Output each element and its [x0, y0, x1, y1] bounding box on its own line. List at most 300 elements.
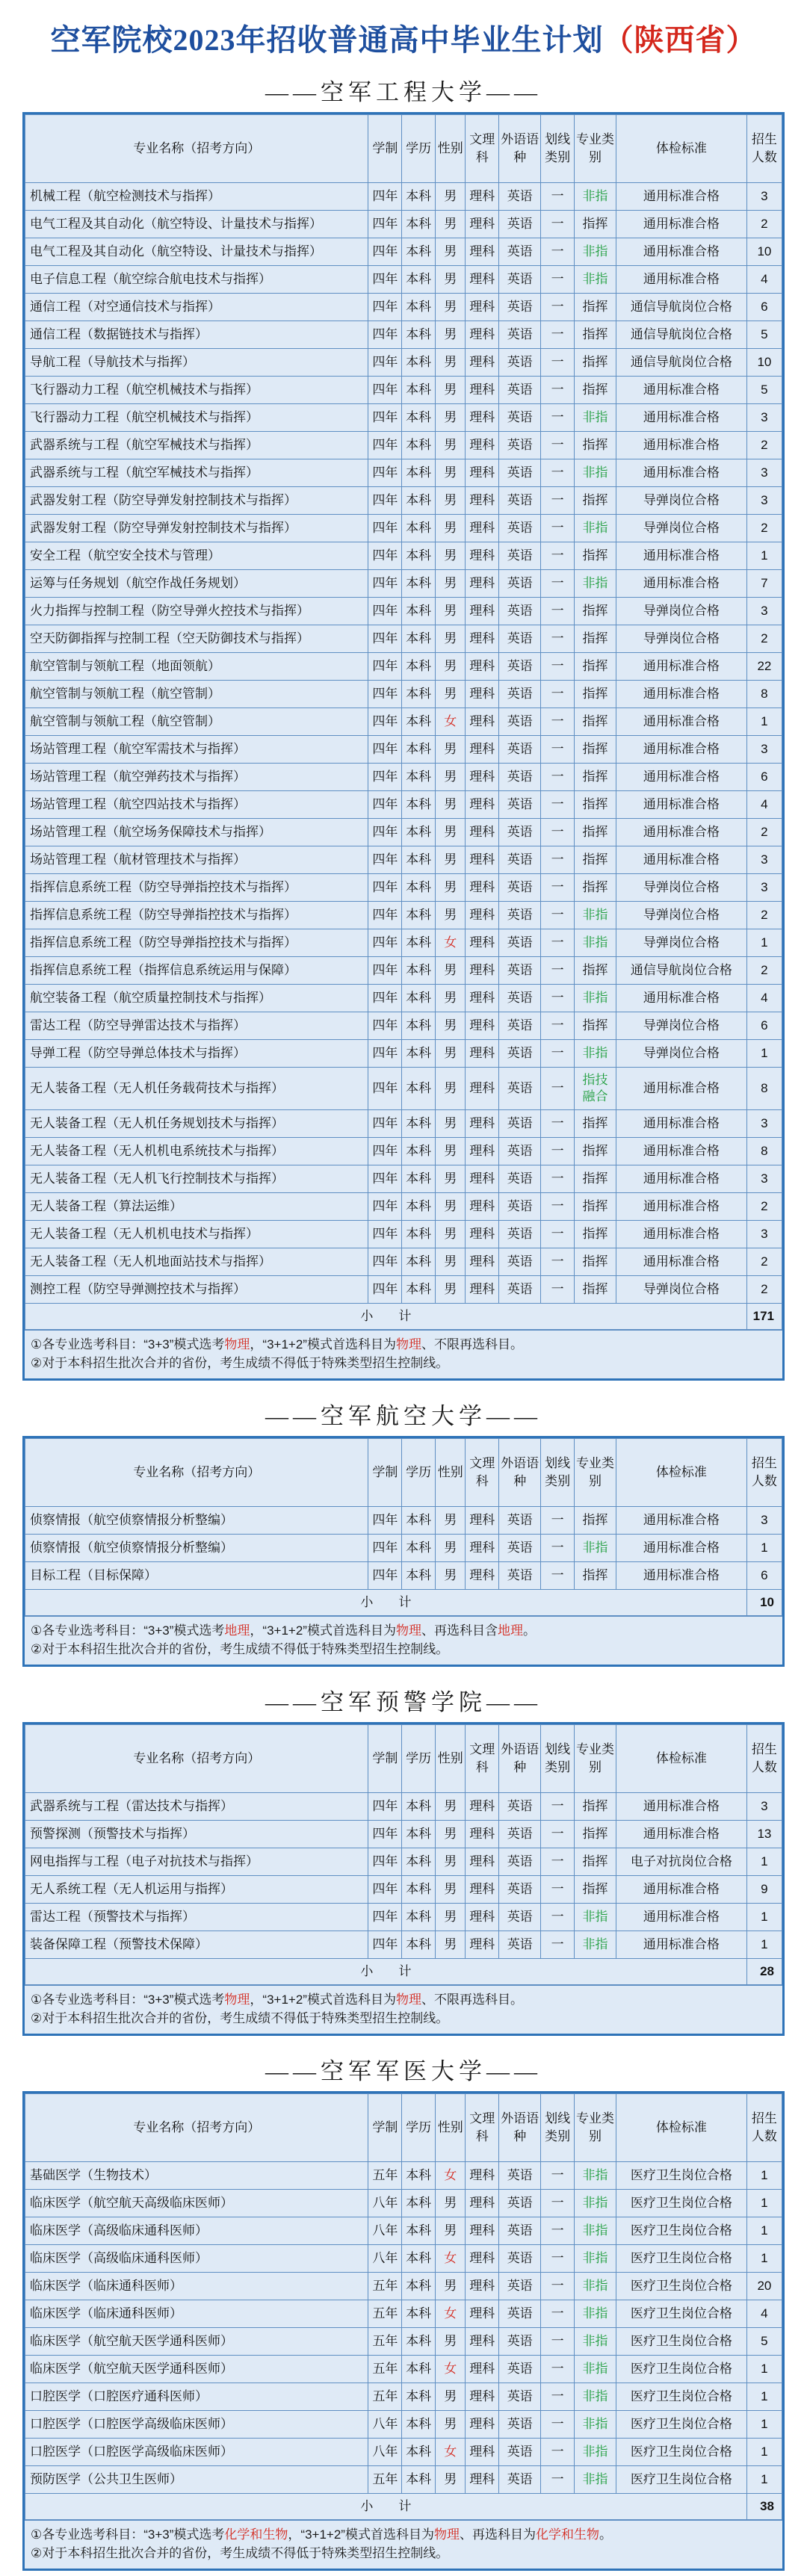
line-category-cell: 一 [541, 1248, 575, 1276]
enrollment-count-cell: 1 [746, 2190, 782, 2217]
enrollment-count-cell: 7 [746, 570, 782, 598]
table-header [25, 1439, 782, 1507]
line-category-cell: 一 [541, 653, 575, 681]
header-line-category: 划线类别 [541, 1725, 575, 1793]
header-line-category: 划线类别 [541, 1439, 575, 1507]
section-title: ——空军军医大学—— [265, 2058, 542, 2084]
gender-cell: 男 [436, 1848, 466, 1876]
system-cell: 四年 [368, 791, 402, 819]
subject-cell: 理科 [466, 2245, 499, 2273]
note-text: ①各专业选考科目：“3+3”模式选考 [31, 1993, 225, 2007]
line-category-cell: 一 [541, 1848, 575, 1876]
gender-cell: 男 [436, 736, 466, 764]
line-category-cell: 一 [541, 349, 575, 377]
language-cell: 英语 [499, 183, 541, 211]
physical-standard-cell: 通用标准合格 [616, 1165, 747, 1193]
section-notes [25, 1985, 782, 2034]
physical-standard-cell: 通用标准合格 [616, 183, 747, 211]
line-category-cell: 一 [541, 266, 575, 294]
major-name-cell: 场站管理工程（航空军需技术与指挥） [25, 736, 368, 764]
subject-cell: 理科 [466, 211, 499, 238]
table-row [25, 1012, 782, 1040]
language-cell: 英语 [499, 2162, 541, 2190]
major-name-cell: 无人装备工程（无人机任务载荷技术与指挥） [25, 1068, 368, 1110]
physical-standard-cell: 通用标准合格 [616, 570, 747, 598]
header-gender: 性别 [436, 2094, 466, 2162]
physical-standard-cell: 通用标准合格 [616, 1904, 747, 1931]
header-name: 专业名称（招考方向） [25, 115, 368, 183]
language-cell: 英语 [499, 708, 541, 736]
table-row [25, 681, 782, 708]
header-language: 外语语种 [499, 1725, 541, 1793]
system-cell: 八年 [368, 2411, 402, 2439]
system-cell: 五年 [368, 2356, 402, 2383]
section-title: ——空军工程大学—— [265, 79, 542, 105]
gender-cell: 男 [436, 1507, 466, 1535]
subject-cell: 理科 [466, 1138, 499, 1165]
subject-cell: 理科 [466, 1165, 499, 1193]
note-text: 、再选科目含 [421, 1623, 498, 1638]
language-cell: 英语 [499, 625, 541, 653]
major-name-cell: 通信工程（数据链技术与指挥） [25, 321, 368, 349]
table-row [25, 1276, 782, 1304]
system-cell: 四年 [368, 1138, 402, 1165]
gender-cell: 男 [436, 902, 466, 929]
language-cell: 英语 [499, 459, 541, 487]
physical-standard-cell: 导弹岗位合格 [616, 1040, 747, 1068]
language-cell: 英语 [499, 791, 541, 819]
major-name-cell: 场站管理工程（航空场务保障技术与指挥） [25, 819, 368, 846]
language-cell: 英语 [499, 487, 541, 515]
subject-cell: 理科 [466, 2217, 499, 2245]
gender-cell: 男 [436, 266, 466, 294]
major-category-cell: 指挥 [575, 1276, 616, 1304]
language-cell: 英语 [499, 1562, 541, 1590]
system-cell: 五年 [368, 2466, 402, 2494]
subject-cell: 理科 [466, 985, 499, 1012]
system-cell: 四年 [368, 1276, 402, 1304]
header-major-category: 专业类别 [575, 2094, 616, 2162]
note-highlight: 化学和生物 [224, 2527, 288, 2542]
header-enrollment-count: 招生人数 [746, 1439, 782, 1507]
system-cell: 四年 [368, 1821, 402, 1848]
gender-cell: 女 [436, 2162, 466, 2190]
page-title [22, 19, 785, 61]
degree-cell: 本科 [402, 653, 436, 681]
line-category-cell: 一 [541, 1562, 575, 1590]
table-row [25, 791, 782, 819]
physical-standard-cell: 通用标准合格 [616, 1193, 747, 1221]
header-system: 学制 [368, 2094, 402, 2162]
subject-cell: 理科 [466, 1248, 499, 1276]
system-cell: 四年 [368, 1068, 402, 1110]
header-enrollment-count: 招生人数 [746, 115, 782, 183]
major-name-cell: 预防医学（公共卫生医师） [25, 2466, 368, 2494]
major-name-cell: 电子信息工程（航空综合航电技术与指挥） [25, 266, 368, 294]
language-cell: 英语 [499, 2328, 541, 2356]
line-category-cell: 一 [541, 2383, 575, 2411]
table-row [25, 404, 782, 432]
major-category-cell: 非指 [575, 2300, 616, 2328]
line-category-cell: 一 [541, 1507, 575, 1535]
degree-cell: 本科 [402, 459, 436, 487]
major-category-cell: 非指 [575, 183, 616, 211]
system-cell: 四年 [368, 874, 402, 902]
language-cell: 英语 [499, 929, 541, 957]
major-name-cell: 航空管制与领航工程（航空管制） [25, 681, 368, 708]
degree-cell: 本科 [402, 432, 436, 459]
table-row [25, 598, 782, 625]
major-name-cell: 网电指挥与工程（电子对抗技术与指挥） [25, 1848, 368, 1876]
gender-cell: 女 [436, 2356, 466, 2383]
degree-cell: 本科 [402, 2411, 436, 2439]
header-major-category: 专业类别 [575, 115, 616, 183]
enrollment-count-cell: 10 [746, 238, 782, 266]
physical-standard-cell: 通用标准合格 [616, 266, 747, 294]
degree-cell: 本科 [402, 1848, 436, 1876]
major-name-cell: 无人装备工程（无人机机电技术与指挥） [25, 1221, 368, 1248]
gender-cell: 男 [436, 598, 466, 625]
table-row [25, 432, 782, 459]
enrollment-count-cell: 1 [746, 2217, 782, 2245]
major-category-cell: 指挥 [575, 598, 616, 625]
line-category-cell: 一 [541, 2190, 575, 2217]
language-cell: 英语 [499, 238, 541, 266]
major-category-cell: 非指 [575, 2411, 616, 2439]
sections-container [22, 78, 785, 2571]
note-text: 。 [599, 2527, 612, 2542]
enrollment-count-cell: 3 [746, 487, 782, 515]
table-row [25, 1165, 782, 1193]
enrollment-count-cell: 22 [746, 653, 782, 681]
degree-cell: 本科 [402, 487, 436, 515]
major-name-cell: 临床医学（高级临床通科医师） [25, 2245, 368, 2273]
major-category-cell: 指挥 [575, 294, 616, 321]
table-row [25, 625, 782, 653]
subject-cell: 理科 [466, 929, 499, 957]
enrollment-count-cell: 1 [746, 2162, 782, 2190]
physical-standard-cell: 通用标准合格 [616, 459, 747, 487]
enrollment-count-cell: 2 [746, 211, 782, 238]
line-category-cell: 一 [541, 2328, 575, 2356]
subject-cell: 理科 [466, 2356, 499, 2383]
table-row [25, 1110, 782, 1138]
gender-cell: 男 [436, 1931, 466, 1959]
line-category-cell: 一 [541, 432, 575, 459]
line-category-cell: 一 [541, 515, 575, 542]
degree-cell: 本科 [402, 1793, 436, 1821]
degree-cell: 本科 [402, 2300, 436, 2328]
system-cell: 四年 [368, 432, 402, 459]
system-cell: 四年 [368, 1562, 402, 1590]
gender-cell: 男 [436, 404, 466, 432]
gender-cell: 男 [436, 515, 466, 542]
enrollment-count-cell: 2 [746, 1193, 782, 1221]
language-cell: 英语 [499, 349, 541, 377]
language-cell: 英语 [499, 1821, 541, 1848]
line-category-cell: 一 [541, 819, 575, 846]
major-name-cell: 口腔医学（口腔医学高级临床医师） [25, 2411, 368, 2439]
note-text: ，“3+1+2”模式首选科目为 [288, 2527, 434, 2542]
gender-cell: 男 [436, 1040, 466, 1068]
system-cell: 四年 [368, 459, 402, 487]
physical-standard-cell: 通信导航岗位合格 [616, 349, 747, 377]
major-name-cell: 无人装备工程（算法运维） [25, 1193, 368, 1221]
note-line [31, 1621, 776, 1640]
subject-cell: 理科 [466, 1193, 499, 1221]
enrollment-count-cell: 3 [746, 183, 782, 211]
degree-cell: 本科 [402, 708, 436, 736]
line-category-cell: 一 [541, 1068, 575, 1110]
language-cell: 英语 [499, 1793, 541, 1821]
physical-standard-cell: 通用标准合格 [616, 1248, 747, 1276]
enrollment-count-cell: 6 [746, 1562, 782, 1590]
system-cell: 四年 [368, 957, 402, 985]
line-category-cell: 一 [541, 598, 575, 625]
table-row [25, 929, 782, 957]
enrollment-count-cell: 3 [746, 459, 782, 487]
physical-standard-cell: 通用标准合格 [616, 1793, 747, 1821]
subject-cell: 理科 [466, 902, 499, 929]
enrollment-count-cell: 2 [746, 1276, 782, 1304]
enrollment-count-cell: 1 [746, 2439, 782, 2466]
physical-standard-cell: 医疗卫生岗位合格 [616, 2273, 747, 2300]
line-category-cell: 一 [541, 2217, 575, 2245]
header-language: 外语语种 [499, 1439, 541, 1507]
degree-cell: 本科 [402, 736, 436, 764]
subject-cell: 理科 [466, 515, 499, 542]
header-language: 外语语种 [499, 2094, 541, 2162]
major-name-cell: 场站管理工程（航空四站技术与指挥） [25, 791, 368, 819]
note-text: ①各专业选考科目：“3+3”模式选考 [31, 1337, 225, 1352]
physical-standard-cell: 通用标准合格 [616, 432, 747, 459]
system-cell: 四年 [368, 1110, 402, 1138]
physical-standard-cell: 医疗卫生岗位合格 [616, 2217, 747, 2245]
note-line [31, 1990, 776, 2009]
subject-cell: 理科 [466, 681, 499, 708]
degree-cell: 本科 [402, 1507, 436, 1535]
degree-cell: 本科 [402, 211, 436, 238]
subject-cell: 理科 [466, 874, 499, 902]
physical-standard-cell: 导弹岗位合格 [616, 598, 747, 625]
subject-cell: 理科 [466, 2466, 499, 2494]
language-cell: 英语 [499, 2217, 541, 2245]
system-cell: 四年 [368, 653, 402, 681]
system-cell: 四年 [368, 321, 402, 349]
subject-cell: 理科 [466, 2190, 499, 2217]
enrollment-count-cell: 10 [746, 349, 782, 377]
table-row [25, 459, 782, 487]
gender-cell: 男 [436, 2411, 466, 2439]
system-cell: 五年 [368, 2383, 402, 2411]
line-category-cell: 一 [541, 985, 575, 1012]
physical-standard-cell: 通用标准合格 [616, 1562, 747, 1590]
gender-cell: 女 [436, 708, 466, 736]
enrollment-count-cell: 5 [746, 377, 782, 404]
major-category-cell: 指挥 [575, 1012, 616, 1040]
table-row [25, 1562, 782, 1590]
degree-cell: 本科 [402, 2245, 436, 2273]
note-text: 。 [522, 1623, 536, 1638]
line-category-cell: 一 [541, 1110, 575, 1138]
table-row [25, 487, 782, 515]
header-system: 学制 [368, 1439, 402, 1507]
language-cell: 英语 [499, 1535, 541, 1562]
enrollment-count-cell: 2 [746, 1248, 782, 1276]
enrollment-table [25, 1438, 782, 1616]
major-category-cell: 非指 [575, 266, 616, 294]
degree-cell: 本科 [402, 294, 436, 321]
section-title: ——空军航空大学—— [265, 1403, 542, 1429]
subtotal-row [25, 1590, 782, 1616]
table-row [25, 2356, 782, 2383]
line-category-cell: 一 [541, 1904, 575, 1931]
subtotal-value: 10 [746, 1590, 782, 1616]
table-row [25, 2439, 782, 2466]
header-physical-standard: 体检标准 [616, 1725, 747, 1793]
major-name-cell: 临床医学（临床通科医师） [25, 2300, 368, 2328]
physical-standard-cell: 医疗卫生岗位合格 [616, 2245, 747, 2273]
degree-cell: 本科 [402, 1821, 436, 1848]
gender-cell: 男 [436, 1276, 466, 1304]
major-category-cell: 非指 [575, 902, 616, 929]
note-line [31, 2544, 776, 2563]
table-row [25, 266, 782, 294]
major-category-cell: 非指 [575, 2162, 616, 2190]
subject-cell: 理科 [466, 957, 499, 985]
table-row [25, 2466, 782, 2494]
gender-cell: 男 [436, 2328, 466, 2356]
major-name-cell: 无人系统工程（无人机运用与指挥） [25, 1876, 368, 1904]
header-row [25, 1439, 782, 1507]
enrollment-count-cell: 2 [746, 957, 782, 985]
enrollment-count-cell: 13 [746, 1821, 782, 1848]
table-row [25, 846, 782, 874]
gender-cell: 男 [436, 819, 466, 846]
enrollment-count-cell: 1 [746, 929, 782, 957]
table-row [25, 2273, 782, 2300]
subject-cell: 理科 [466, 266, 499, 294]
major-name-cell: 雷达工程（防空导弹雷达技术与指挥） [25, 1012, 368, 1040]
subject-cell: 理科 [466, 1904, 499, 1931]
header-enrollment-count: 招生人数 [746, 1725, 782, 1793]
note-line [31, 1335, 776, 1354]
table-row [25, 1821, 782, 1848]
line-category-cell: 一 [541, 1165, 575, 1193]
system-cell: 四年 [368, 929, 402, 957]
system-cell: 四年 [368, 846, 402, 874]
degree-cell: 本科 [402, 1904, 436, 1931]
system-cell: 四年 [368, 1165, 402, 1193]
system-cell: 四年 [368, 1507, 402, 1535]
gender-cell: 男 [436, 1068, 466, 1110]
system-cell: 四年 [368, 1248, 402, 1276]
table-header [25, 2094, 782, 2162]
subject-cell: 理科 [466, 2300, 499, 2328]
line-category-cell: 一 [541, 459, 575, 487]
note-line [31, 2009, 776, 2028]
subject-cell: 理科 [466, 1821, 499, 1848]
subject-cell: 理科 [466, 2162, 499, 2190]
subject-cell: 理科 [466, 1876, 499, 1904]
major-name-cell: 空天防御指挥与控制工程（空天防御技术与指挥） [25, 625, 368, 653]
major-category-cell: 指挥 [575, 487, 616, 515]
system-cell: 四年 [368, 1904, 402, 1931]
note-highlight: 物理 [395, 1623, 421, 1638]
line-category-cell: 一 [541, 1535, 575, 1562]
physical-standard-cell: 医疗卫生岗位合格 [616, 2439, 747, 2466]
language-cell: 英语 [499, 1848, 541, 1876]
line-category-cell: 一 [541, 487, 575, 515]
enrollment-count-cell: 5 [746, 2328, 782, 2356]
language-cell: 英语 [499, 1165, 541, 1193]
note-line [31, 1354, 776, 1372]
enrollment-count-cell: 3 [746, 736, 782, 764]
enrollment-count-cell: 6 [746, 764, 782, 791]
table-row [25, 985, 782, 1012]
major-category-cell: 非指 [575, 2466, 616, 2494]
language-cell: 英语 [499, 1931, 541, 1959]
major-category-cell: 非指 [575, 2190, 616, 2217]
system-cell: 四年 [368, 349, 402, 377]
table-header [25, 115, 782, 183]
subject-cell: 理科 [466, 404, 499, 432]
system-cell: 四年 [368, 487, 402, 515]
table-row [25, 1507, 782, 1535]
gender-cell: 女 [436, 2245, 466, 2273]
table-row [25, 1248, 782, 1276]
degree-cell: 本科 [402, 1248, 436, 1276]
physical-standard-cell: 导弹岗位合格 [616, 874, 747, 902]
system-cell: 四年 [368, 183, 402, 211]
line-category-cell: 一 [541, 321, 575, 349]
enrollment-count-cell: 1 [746, 1040, 782, 1068]
degree-cell: 本科 [402, 791, 436, 819]
major-name-cell: 航空管制与领航工程（地面领航） [25, 653, 368, 681]
subject-cell: 理科 [466, 2439, 499, 2466]
physical-standard-cell: 通用标准合格 [616, 1507, 747, 1535]
subtotal-value: 171 [746, 1304, 782, 1330]
enrollment-count-cell: 1 [746, 708, 782, 736]
physical-standard-cell: 通用标准合格 [616, 653, 747, 681]
subject-cell: 理科 [466, 1012, 499, 1040]
table-row [25, 902, 782, 929]
language-cell: 英语 [499, 542, 541, 570]
header-physical-standard: 体检标准 [616, 115, 747, 183]
major-category-cell: 非指 [575, 1040, 616, 1068]
note-highlight: 物理 [224, 1337, 250, 1352]
major-name-cell: 场站管理工程（航材管理技术与指挥） [25, 846, 368, 874]
system-cell: 四年 [368, 1221, 402, 1248]
subject-cell: 理科 [466, 653, 499, 681]
subject-cell: 理科 [466, 2273, 499, 2300]
note-text: ①各专业选考科目：“3+3”模式选考 [31, 2527, 225, 2542]
degree-cell: 本科 [402, 1562, 436, 1590]
gender-cell: 男 [436, 183, 466, 211]
language-cell: 英语 [499, 1040, 541, 1068]
language-cell: 英语 [499, 1276, 541, 1304]
note-text: 、不限再选科目。 [421, 1337, 523, 1352]
subtotal-label: 小 计 [25, 1304, 747, 1330]
line-category-cell: 一 [541, 846, 575, 874]
language-cell: 英语 [499, 2273, 541, 2300]
header-degree: 学历 [402, 1725, 436, 1793]
physical-standard-cell: 医疗卫生岗位合格 [616, 2190, 747, 2217]
subject-cell: 理科 [466, 846, 499, 874]
degree-cell: 本科 [402, 764, 436, 791]
degree-cell: 本科 [402, 2383, 436, 2411]
major-category-cell: 非指 [575, 2273, 616, 2300]
